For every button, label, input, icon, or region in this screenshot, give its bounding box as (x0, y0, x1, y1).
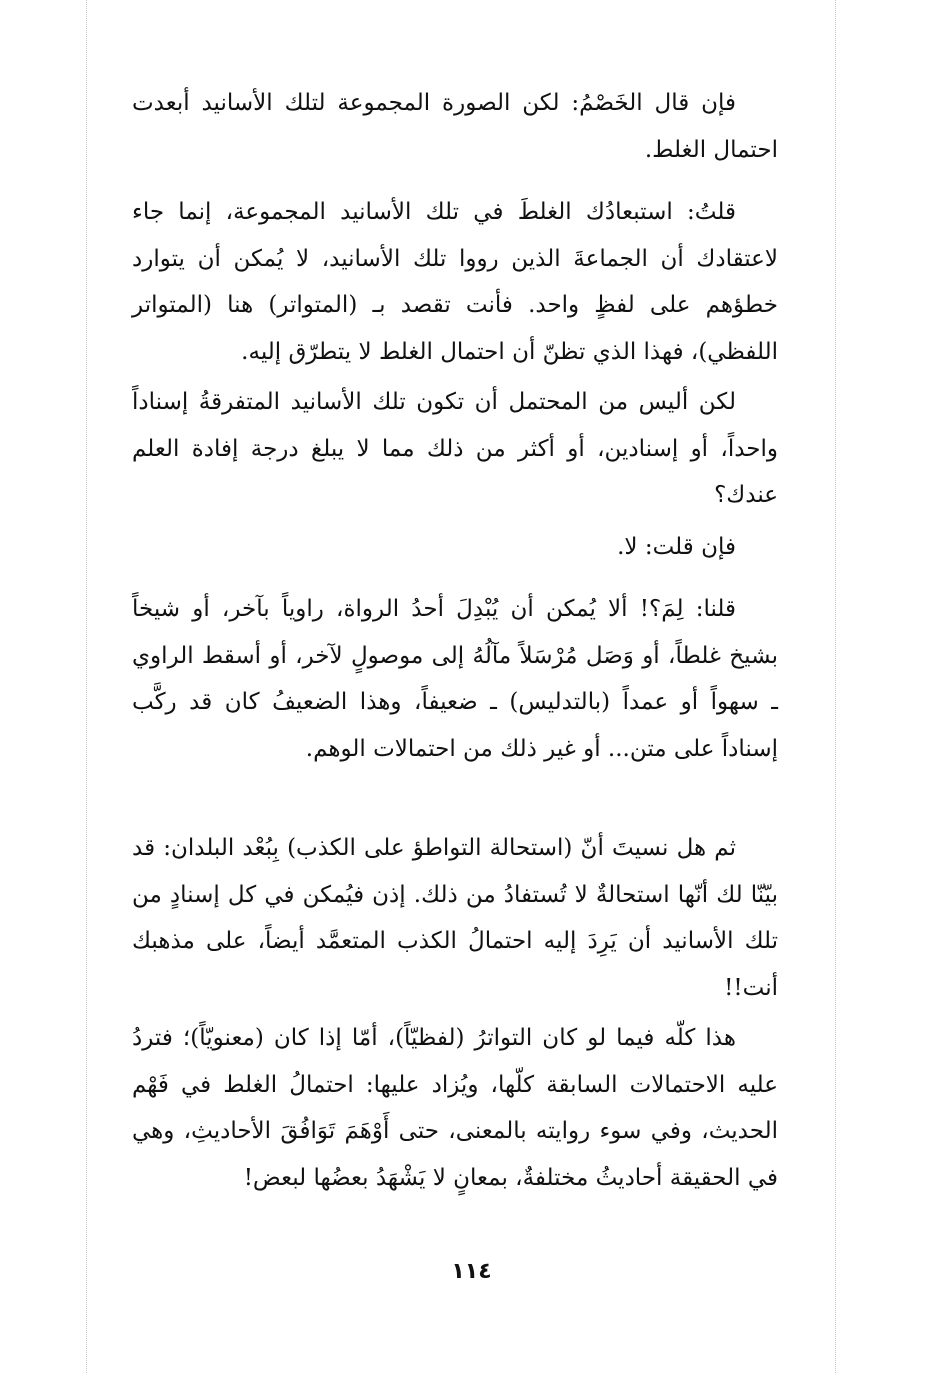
paragraph-1 (132, 80, 778, 173)
paragraph-6 (132, 825, 778, 1011)
paragraph-7 (132, 1015, 778, 1201)
page-number: ١١٤ (451, 1259, 492, 1284)
paragraph-text: فإن قال الخَصْمُ: لكن الصورة المجموعة لتلك الأسانيد أبعدت احتمال الغلط. (132, 90, 778, 163)
paragraph-3 (132, 379, 778, 519)
paragraph-text: هذا كلّه فيما لو كان التواترُ (لفظيّاً)، أمّا إذا كان (معنويّاً)؛ فتردُ عليه الاحتمالات السابقة كلّها، ويُزاد عليها: احتمالُ الغلط في فَهْم الحديث، وفي سوء روايته بالمعنى، حتى أَوْهَمَ تَوَافُقَ الأحاديثِ، وهي في الحقيقة أحاديثُ مختلفةٌ، بمعانٍ لا يَشْهَدُ بعضُها لبعض! (132, 1025, 778, 1191)
scan-margin-line-right (835, 0, 836, 1373)
paragraph-4 (132, 524, 778, 571)
paragraph-2 (132, 189, 778, 375)
paragraph-text: قلتُ: استبعادُك الغلطَ في تلك الأسانيد المجموعة، إنما جاء لاعتقادك أن الجماعةَ الذين رووا تلك الأسانيد، لا يُمكن أن يتوارد خطؤهم على لفظٍ واحد. فأنت تقصد بـ (المتواتر) هنا (المتواتر اللفظي)، فهذا الذي تظنّ أن احتمال الغلط لا يتطرّق إليه. (132, 199, 778, 365)
paragraph-text: قلنا: لِمَ؟! ألا يُمكن أن يُبْدِلَ أحدُ الرواة، راوياً بآخر، أو شيخاً بشيخ غلطاً، أو وَصَل مُرْسَلاً مآلُهُ إلى موصولٍ لآخر، أو أسقط الراوي ـ سهواً أو عمداً (بالتدليس) ـ ضعيفاً، وهذا الضعيفُ كان قد ركَّب إسناداً على متن... أو غير ذلك من احتمالات الوهم. (132, 596, 778, 762)
paragraph-text: فإن قلت: لا. (617, 534, 736, 560)
scan-margin-line-left (86, 0, 87, 1373)
paragraph-text: لكن أليس من المحتمل أن تكون تلك الأسانيد المتفرقةُ إسناداً واحداً، أو إسنادين، أو أكثر من ذلك مما لا يبلغ درجة إفادة العلم عندك؟ (132, 389, 778, 508)
paragraph-5 (132, 586, 778, 772)
paragraph-text: ثم هل نسيتَ أنّ (استحالة التواطؤ على الكذب) بِبُعْد البلدان: قد بيّنّا لك أنّها استحالةٌ لا تُستفادُ من ذلك. إذن فيُمكن في كل إسنادٍ من تلك الأسانيد أن يَرِدَ إليه احتمالُ الكذب المتعمَّد أيضاً، على مذهبك أنت!! (132, 835, 779, 1001)
